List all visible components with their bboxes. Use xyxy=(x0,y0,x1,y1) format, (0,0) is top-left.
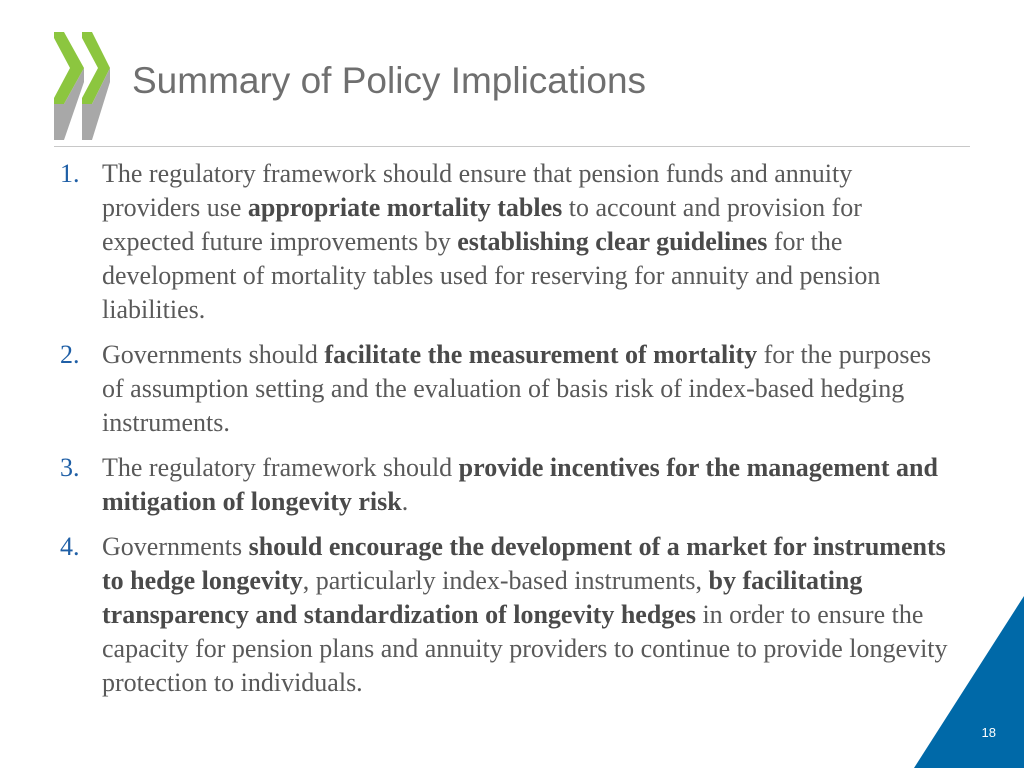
body-text: Governments should xyxy=(102,340,325,369)
list-item xyxy=(60,530,955,700)
emphasis-text: establishing clear guidelines xyxy=(457,227,768,256)
list-item-number: 2. xyxy=(60,340,80,369)
body-text: in order to ensure the capacity for pension plans and annuity providers to continue to provide longevity protection to individuals. xyxy=(102,600,948,697)
body-text: for the development of mortality tables used for reserving for annuity and pension liabilities. xyxy=(102,227,881,324)
page-title: Summary of Policy Implications xyxy=(132,60,647,101)
body-text: . xyxy=(401,487,409,516)
list-item-number: 3. xyxy=(60,453,80,482)
emphasis-text: provide incentives for the management and mitigation of longevity risk xyxy=(102,453,938,516)
emphasis-text: facilitate the measurement of mortality xyxy=(324,340,758,369)
chevron-logo-icon xyxy=(54,32,110,140)
body-text: The regulatory framework should ensure that pension funds and annuity providers use xyxy=(102,159,853,222)
list-item xyxy=(60,451,955,519)
emphasis-text: should encourage the development of a market for instruments to hedge longevity xyxy=(102,532,946,595)
emphasis-text: by facilitating transparency and standardization of longevity hedges xyxy=(102,566,863,629)
body-text: , particularly index-based instruments, xyxy=(302,566,709,595)
body-text: The regulatory framework should xyxy=(102,453,459,482)
list-item xyxy=(60,157,955,327)
list-item-number: 4. xyxy=(60,532,80,561)
title-divider xyxy=(54,146,970,147)
page-number: 18 xyxy=(981,725,996,740)
body-text: for the purposes of assumption setting and the evaluation of basis risk of index-based hedging instruments. xyxy=(102,340,932,437)
corner-triangle-decoration xyxy=(914,596,1024,768)
body-text: Governments xyxy=(102,532,249,561)
list-item xyxy=(60,338,955,440)
body-text: to account and provision for expected future improvements by xyxy=(102,193,862,256)
emphasis-text: appropriate mortality tables xyxy=(247,193,563,222)
policy-implications-list xyxy=(60,157,955,711)
list-item-number: 1. xyxy=(60,159,80,188)
